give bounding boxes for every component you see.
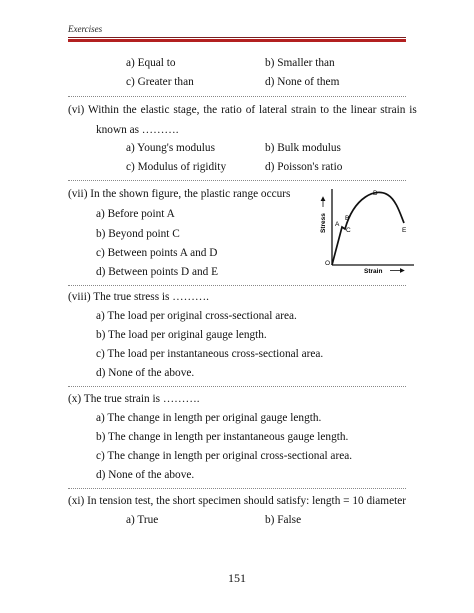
prev-option-a: a) Equal to	[126, 57, 176, 69]
q-vii-option-b: b) Beyond point C	[96, 228, 180, 240]
stress-strain-curve	[332, 192, 404, 265]
separator	[68, 180, 406, 181]
q-vi-stem-line2: known as ……….	[96, 124, 179, 136]
stress-strain-figure	[314, 185, 418, 275]
prev-option-d: d) None of them	[265, 76, 340, 88]
header-rule-thick	[68, 39, 406, 42]
q-vi-option-a: a) Young's modulus	[126, 142, 215, 154]
q-vii-option-a: a) Before point A	[96, 208, 175, 220]
point-label-o: O	[325, 260, 331, 267]
q-xi-stem: (xi) In tension test, the short specimen should satisfy: length = 10 diameter	[68, 495, 406, 507]
q-viii-option-c: c) The load per instantaneous cross-sectional area.	[96, 348, 324, 360]
x-axis-label: Strain	[364, 268, 383, 275]
q-viii-option-b: b) The load per original gauge length.	[96, 329, 267, 341]
separator	[68, 488, 406, 489]
q-x-option-b: b) The change in length per instantaneous gauge length.	[96, 431, 349, 443]
point-label-e: E	[402, 227, 407, 234]
q-vi-stem-line1: (vi) Within the elastic stage, the ratio of lateral strain to the linear strain is	[68, 104, 417, 116]
q-x-option-c: c) The change in length per original cross-sectional area.	[96, 450, 353, 462]
q-viii-option-d: d) None of the above.	[96, 367, 195, 379]
q-x-option-d: d) None of the above.	[96, 469, 195, 481]
separator	[68, 285, 406, 286]
prev-option-b: b) Smaller than	[265, 57, 335, 69]
q-vii-stem: (vii) In the shown figure, the plastic range occurs	[68, 188, 291, 200]
q-viii-stem: (viii) The true stress is ……….	[68, 291, 209, 303]
q-x-option-a: a) The change in length per original gauge length.	[96, 412, 322, 424]
q-vi-option-b: b) Bulk modulus	[265, 142, 341, 154]
q-vi-option-d: d) Poisson's ratio	[265, 161, 343, 173]
y-axis-label: Stress	[320, 213, 327, 233]
point-label-a: A	[335, 221, 340, 228]
point-label-c: C	[346, 227, 351, 234]
separator	[68, 96, 406, 97]
q-xi-option-b: b) False	[265, 514, 302, 526]
point-label-b: B	[345, 215, 350, 222]
q-xi-option-a: a) True	[126, 514, 159, 526]
page-number: 151	[228, 571, 246, 585]
prev-option-c: c) Greater than	[126, 76, 194, 88]
q-vii-option-c: c) Between points A and D	[96, 247, 218, 259]
separator	[68, 386, 406, 387]
q-x-stem: (x) The true strain is ……….	[68, 393, 200, 405]
q-viii-option-a: a) The load per original cross-sectional area.	[96, 310, 297, 322]
header-rule-thin	[68, 37, 406, 38]
q-vii-option-d: d) Between points D and E	[96, 266, 219, 278]
q-vi-option-c: c) Modulus of rigidity	[126, 161, 227, 173]
point-label-d: D	[373, 190, 378, 197]
header-section-title: Exercises	[68, 24, 103, 34]
